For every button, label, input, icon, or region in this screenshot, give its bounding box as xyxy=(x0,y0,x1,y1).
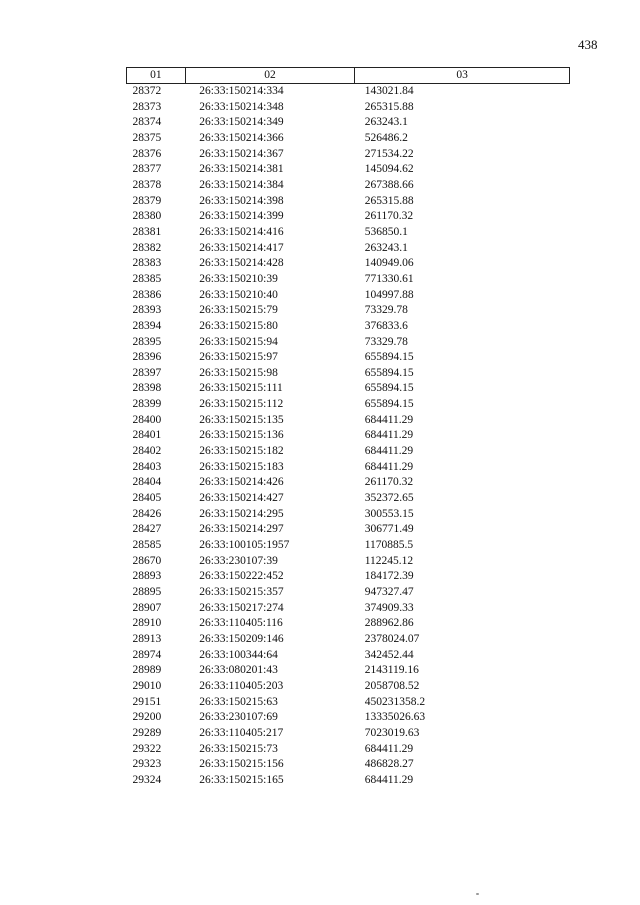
table-row xyxy=(127,695,570,711)
value-cell: 73329.78 xyxy=(364,304,408,317)
value-cell: 306771.49 xyxy=(364,523,414,536)
cadastral-number-cell: 26:33:150215:357 xyxy=(199,586,284,598)
row-number-cell: 28404 xyxy=(132,476,162,489)
value-cell: 145094.62 xyxy=(364,163,414,176)
row-number-cell: 28974 xyxy=(132,648,162,661)
value-cell: 263243.1 xyxy=(364,116,408,129)
row-number-cell: 28379 xyxy=(132,194,162,207)
value-cell: 140949.06 xyxy=(364,257,414,270)
cadastral-number-cell: 26:33:150215:98 xyxy=(199,366,278,379)
row-number-cell: 28385 xyxy=(132,272,162,285)
value-cell: 655894.15 xyxy=(364,366,414,379)
table-row xyxy=(127,554,570,570)
row-number-cell: 28381 xyxy=(132,225,162,238)
row-number-cell: 28376 xyxy=(132,147,162,160)
cadastral-number-cell: 26:33:110405:116 xyxy=(199,617,283,630)
value-cell: 112245.12 xyxy=(364,554,414,567)
cadastral-number-cell: 26:33:150215:94 xyxy=(199,335,278,348)
table-row xyxy=(127,742,570,758)
value-cell: 263243.1 xyxy=(364,241,408,254)
cadastral-number-cell: 26:33:150222:452 xyxy=(199,570,284,583)
cadastral-number-cell: 26:33:150215:183 xyxy=(199,460,284,473)
cadastral-number-cell: 26:33:150215:156 xyxy=(199,758,284,771)
cadastral-number-cell: 26:33:150215:79 xyxy=(199,304,278,317)
table-row xyxy=(127,679,570,695)
cadastral-number-cell: 26:33:150214:295 xyxy=(199,507,284,520)
row-number-cell: 28386 xyxy=(132,288,162,301)
row-number-cell: 28400 xyxy=(132,413,162,426)
row-number-cell: 29322 xyxy=(132,742,162,755)
table-row xyxy=(127,147,570,163)
table-row xyxy=(127,397,570,413)
row-number-cell: 28396 xyxy=(132,351,162,364)
row-number-cell: 28913 xyxy=(132,632,162,645)
cadastral-number-cell: 26:33:080201:43 xyxy=(199,664,278,677)
table-row xyxy=(127,773,570,789)
row-number-cell: 28403 xyxy=(132,460,162,473)
table-row xyxy=(127,475,570,491)
cadastral-number-cell: 26:33:110405:203 xyxy=(199,679,284,692)
cadastral-number-cell: 26:33:150214:398 xyxy=(199,194,284,207)
value-cell: 2058708.52 xyxy=(364,679,420,692)
value-cell: 352372.65 xyxy=(364,492,414,505)
value-cell: 265315.88 xyxy=(364,194,414,207)
table-row xyxy=(127,601,570,617)
row-number-cell: 29289 xyxy=(132,726,162,739)
table-row xyxy=(127,209,570,225)
row-number-cell: 29323 xyxy=(132,758,162,771)
value-cell: 73329.78 xyxy=(364,335,408,348)
row-number-cell: 29151 xyxy=(132,695,162,708)
cadastral-number-cell: 26:33:150215:112 xyxy=(199,398,284,411)
table-row xyxy=(127,726,570,742)
table-body xyxy=(127,84,570,789)
value-cell: 655894.15 xyxy=(364,351,414,364)
data-table-container xyxy=(126,67,570,789)
cadastral-number-cell: 26:33:150214:428 xyxy=(199,257,284,270)
cadastral-number-cell: 26:33:150214:367 xyxy=(199,147,284,160)
row-number-cell: 28401 xyxy=(132,429,162,442)
row-number-cell: 29324 xyxy=(132,773,162,786)
value-cell: 684411.29 xyxy=(364,460,414,473)
value-cell: 655894.15 xyxy=(364,382,414,395)
table-row xyxy=(127,757,570,773)
row-number-cell: 28382 xyxy=(132,241,162,254)
table-row xyxy=(127,100,570,116)
value-cell: 267388.66 xyxy=(364,178,414,191)
value-cell: 13335026.63 xyxy=(364,711,426,724)
table-row xyxy=(127,131,570,147)
value-cell: 288962.86 xyxy=(364,617,414,630)
cadastral-number-cell: 26:33:150215:111 xyxy=(199,382,283,395)
table-row xyxy=(127,178,570,194)
value-cell: 342452.44 xyxy=(364,648,414,661)
value-cell: 374909.33 xyxy=(364,601,414,614)
cadastral-number-cell: 26:33:150214:297 xyxy=(199,523,284,536)
row-number-cell: 28375 xyxy=(132,131,162,144)
row-number-cell: 28397 xyxy=(132,366,162,379)
table-row xyxy=(127,256,570,272)
value-cell: 143021.84 xyxy=(364,85,414,97)
value-cell: 526486.2 xyxy=(364,131,408,144)
value-cell: 300553.15 xyxy=(364,507,414,520)
table-row xyxy=(127,115,570,131)
row-number-cell: 28670 xyxy=(132,554,162,567)
value-cell: 947327.47 xyxy=(364,586,414,598)
table-row xyxy=(127,491,570,507)
cadastral-number-cell: 26:33:150215:73 xyxy=(199,742,278,755)
row-number-cell: 28910 xyxy=(132,617,162,630)
cadastral-number-cell: 26:33:100344:64 xyxy=(199,648,278,661)
table-row xyxy=(127,303,570,319)
value-cell: 184172.39 xyxy=(364,570,414,583)
cadastral-number-cell: 26:33:150215:63 xyxy=(199,695,278,708)
row-number-cell: 28373 xyxy=(132,100,162,113)
table-row xyxy=(127,241,570,257)
row-number-cell: 28393 xyxy=(132,304,162,317)
row-number-cell: 28989 xyxy=(132,664,162,677)
value-cell: 684411.29 xyxy=(364,413,414,426)
cadastral-number-cell: 26:33:150215:97 xyxy=(199,351,278,364)
table-row xyxy=(127,225,570,241)
row-number-cell: 28907 xyxy=(132,601,162,614)
row-number-cell: 28426 xyxy=(132,507,162,520)
row-number-cell: 28399 xyxy=(132,398,162,411)
row-number-cell: 28395 xyxy=(132,335,162,348)
table-row xyxy=(127,381,570,397)
row-number-cell: 28377 xyxy=(132,163,162,176)
cadastral-number-cell: 26:33:150214:417 xyxy=(199,241,284,254)
cadastral-number-cell: 26:33:150214:349 xyxy=(199,116,284,129)
cadastral-number-cell: 26:33:150214:348 xyxy=(199,100,284,113)
value-cell: 104997.88 xyxy=(364,288,414,301)
value-cell: 2378024.07 xyxy=(364,632,420,645)
value-cell: 2143119.16 xyxy=(364,664,419,677)
row-number-cell: 28895 xyxy=(132,586,162,598)
table-row xyxy=(127,710,570,726)
column-header-01: 01 xyxy=(127,68,186,84)
value-cell: 265315.88 xyxy=(364,100,414,113)
table-row xyxy=(127,585,570,601)
value-cell: 261170.32 xyxy=(364,210,414,223)
row-number-cell: 28378 xyxy=(132,178,162,191)
value-cell: 486828.27 xyxy=(364,758,414,771)
row-number-cell: 28585 xyxy=(132,539,162,552)
cadastral-number-cell: 26:33:150214:427 xyxy=(199,492,284,505)
table-row xyxy=(127,522,570,538)
value-cell: 7023019.63 xyxy=(364,726,420,739)
table-row xyxy=(127,444,570,460)
row-number-cell: 28427 xyxy=(132,523,162,536)
data-table xyxy=(126,67,570,789)
table-row xyxy=(127,632,570,648)
table-row xyxy=(127,162,570,178)
table-row xyxy=(127,507,570,523)
cadastral-number-cell: 26:33:150217:274 xyxy=(199,601,284,614)
value-cell: 536850.1 xyxy=(364,225,408,238)
table-row xyxy=(127,272,570,288)
row-number-cell: 29200 xyxy=(132,711,162,724)
cadastral-number-cell: 26:33:150214:366 xyxy=(199,131,284,144)
table-row xyxy=(127,616,570,632)
page-number: 438 xyxy=(578,37,598,52)
cadastral-number-cell: 26:33:150210:39 xyxy=(199,272,278,285)
table-row xyxy=(127,319,570,335)
value-cell: 771330.61 xyxy=(364,272,414,285)
cadastral-number-cell: 26:33:150214:334 xyxy=(199,85,284,97)
table-row xyxy=(127,194,570,210)
table-row xyxy=(127,350,570,366)
scan-speck xyxy=(476,893,479,895)
table-header-row xyxy=(127,68,570,84)
value-cell: 655894.15 xyxy=(364,398,414,411)
table-row xyxy=(127,663,570,679)
table-row xyxy=(127,84,570,100)
cadastral-number-cell: 26:33:230107:39 xyxy=(199,554,278,567)
table-row xyxy=(127,460,570,476)
cadastral-number-cell: 26:33:150214:381 xyxy=(199,163,284,176)
cadastral-number-cell: 26:33:150215:165 xyxy=(199,773,284,786)
value-cell: 1170885.5 xyxy=(364,539,414,552)
row-number-cell: 28374 xyxy=(132,116,162,129)
table-row xyxy=(127,413,570,429)
row-number-cell: 28402 xyxy=(132,445,162,458)
cadastral-number-cell: 26:33:110405:217 xyxy=(199,726,284,739)
cadastral-number-cell: 26:33:150215:182 xyxy=(199,445,284,458)
table-row xyxy=(127,428,570,444)
table-row xyxy=(127,538,570,554)
cadastral-number-cell: 26:33:150215:80 xyxy=(199,319,278,332)
value-cell: 376833.6 xyxy=(364,319,408,332)
row-number-cell: 28383 xyxy=(132,257,162,270)
cadastral-number-cell: 26:33:150209:146 xyxy=(199,632,284,645)
value-cell: 684411.29 xyxy=(364,742,414,755)
row-number-cell: 28405 xyxy=(132,492,162,505)
cadastral-number-cell: 26:33:150214:384 xyxy=(199,178,284,191)
table-row xyxy=(127,288,570,304)
table-row xyxy=(127,366,570,382)
value-cell: 450231358.2 xyxy=(364,695,426,708)
row-number-cell: 28398 xyxy=(132,382,162,395)
table-row xyxy=(127,335,570,351)
cadastral-number-cell: 26:33:230107:69 xyxy=(199,711,278,724)
row-number-cell: 28394 xyxy=(132,319,162,332)
column-header-03: 03 xyxy=(355,68,570,84)
row-number-cell: 28372 xyxy=(132,85,162,97)
cadastral-number-cell: 26:33:150215:135 xyxy=(199,413,284,426)
table-row xyxy=(127,569,570,585)
column-header-02: 02 xyxy=(185,68,354,84)
cadastral-number-cell: 26:33:150215:136 xyxy=(199,429,284,442)
cadastral-number-cell: 26:33:150214:426 xyxy=(199,476,284,489)
cadastral-number-cell: 26:33:150210:40 xyxy=(199,288,278,301)
value-cell: 261170.32 xyxy=(364,476,414,489)
value-cell: 271534.22 xyxy=(364,147,414,160)
row-number-cell: 28893 xyxy=(132,570,162,583)
cadastral-number-cell: 26:33:150214:416 xyxy=(199,225,284,238)
row-number-cell: 29010 xyxy=(132,679,162,692)
table-row xyxy=(127,648,570,664)
value-cell: 684411.29 xyxy=(364,773,414,786)
cadastral-number-cell: 26:33:150214:399 xyxy=(199,210,284,223)
value-cell: 684411.29 xyxy=(364,429,414,442)
cadastral-number-cell: 26:33:100105:1957 xyxy=(199,539,290,552)
row-number-cell: 28380 xyxy=(132,210,162,223)
value-cell: 684411.29 xyxy=(364,445,414,458)
